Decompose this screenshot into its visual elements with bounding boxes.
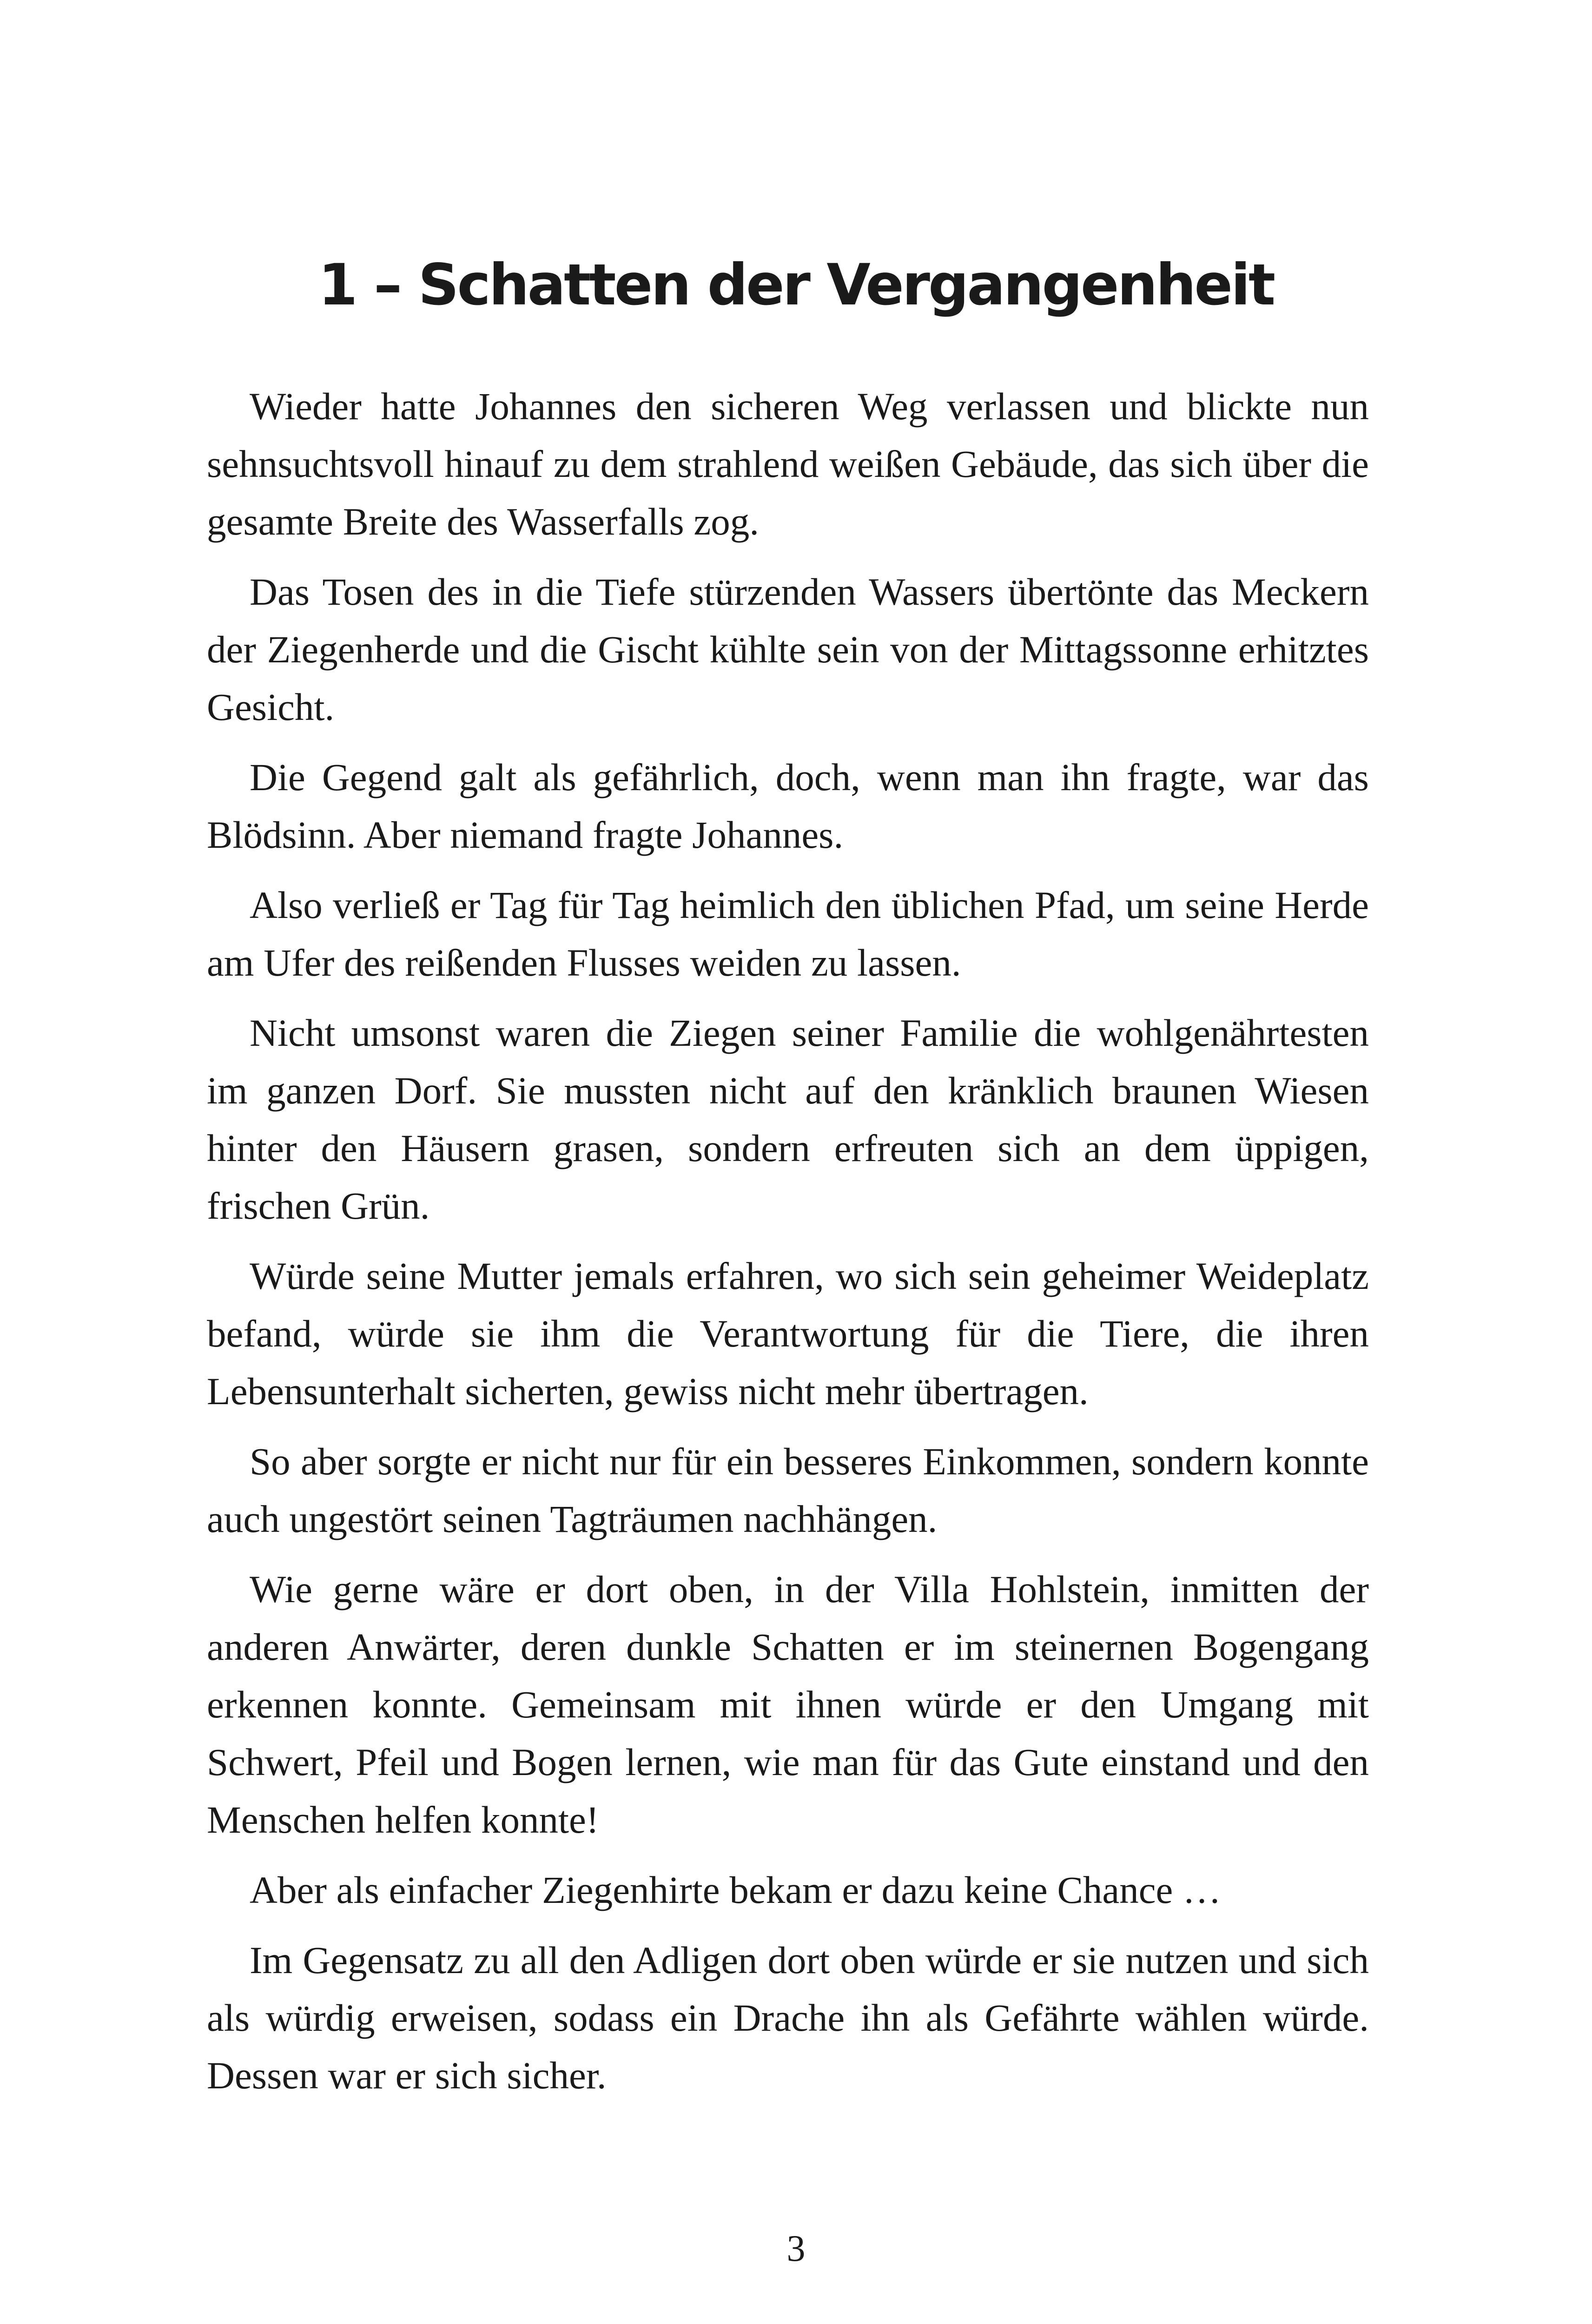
- chapter-body: [207, 377, 1369, 2117]
- paragraph: Wieder hatte Johannes den sicheren Weg verlassen und blickte nun sehnsuchtsvoll hinauf zu dem strahlend weißen Gebäude, das sich über die gesamte Breite des Wasserfalls zog.: [207, 385, 1369, 543]
- page-number: 3: [786, 2228, 806, 2269]
- paragraph: Im Gegensatz zu all den Adligen dort oben würde er sie nutzen und sich als würdig erweisen, sodass ein Drache ihn als Gefährte wählen würde. Dessen war er sich sicher.: [207, 1939, 1369, 2097]
- paragraph: Wie gerne wäre er dort oben, in der Villa Hohlstein, inmitten der anderen Anwärter, deren dunkle Schatten er im steinernen Bogengang erkennen konnte. Gemeinsam mit ihnen würde er den Umgang mit Schwert, Pfeil und Bogen lernen, wie man für das Gute einstand und den Menschen helfen konnte!: [207, 1568, 1369, 1841]
- paragraph: Aber als einfacher Ziegenhirte bekam er dazu keine Chance …: [250, 1868, 1222, 1911]
- paragraph: Die Gegend galt als gefährlich, doch, wenn man ihn fragte, war das Blödsinn. Aber niemand fragte Johannes.: [207, 756, 1369, 856]
- paragraph: Das Tosen des in die Tiefe stürzenden Wassers übertönte das Meckern der Ziegenherde und die Gischt kühlte sein von der Mittagssonne erhitztes Gesicht.: [207, 570, 1369, 728]
- paragraph: So aber sorgte er nicht nur für ein besseres Einkommen, sondern konnte auch ungestört seinen Tagträumen nachhängen.: [207, 1440, 1369, 1540]
- paragraph: Also verließ er Tag für Tag heimlich den üblichen Pfad, um seine Herde am Ufer des reißenden Flusses weiden zu lassen.: [207, 884, 1369, 984]
- chapter-title: 1 – Schatten der Vergangenheit: [318, 252, 1274, 318]
- paragraph: Nicht umsonst waren die Ziegen seiner Familie die wohlgenährtesten im ganzen Dorf. Sie mussten nicht auf den kränklich braunen Wiesen hinter den Häusern grasen, sondern erfreuten sich an dem üppigen, frischen Grün.: [207, 1011, 1369, 1227]
- paragraph: Würde seine Mutter jemals erfahren, wo sich sein geheimer Weideplatz befand, würde sie ihm die Verantwortung für die Tiere, die ihren Lebensunterhalt sicherten, gewiss nicht mehr übertragen.: [207, 1254, 1369, 1413]
